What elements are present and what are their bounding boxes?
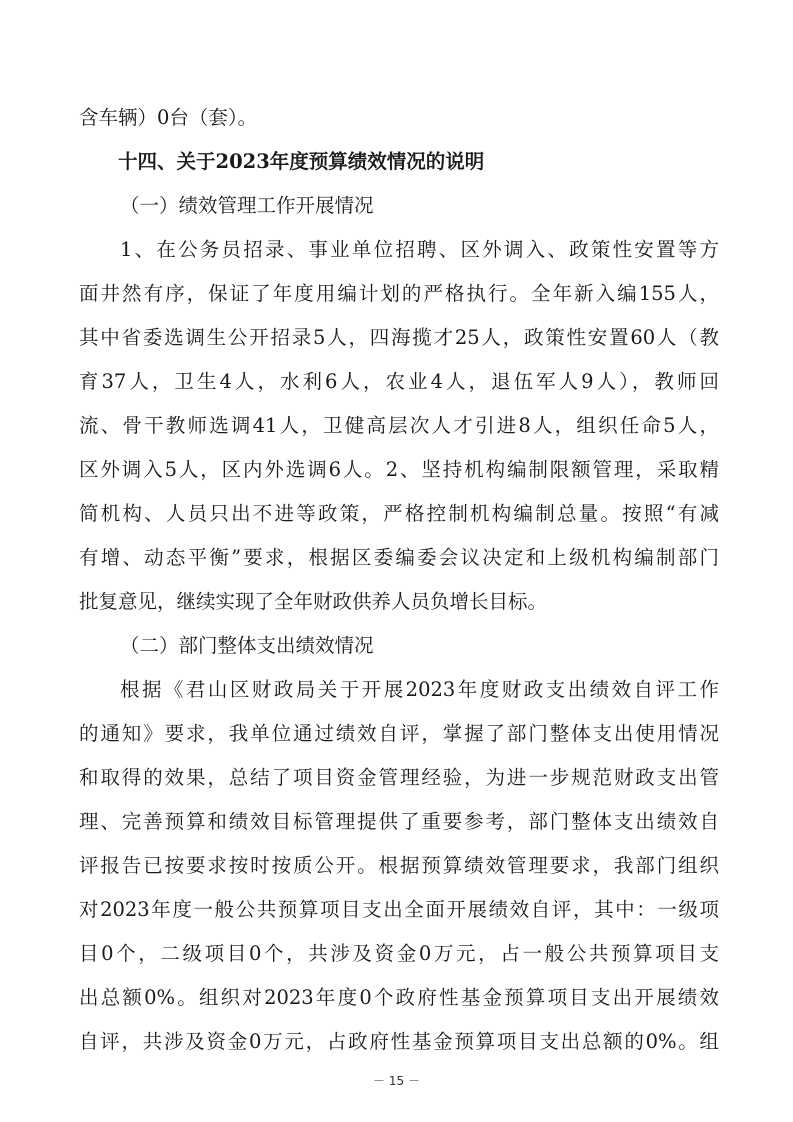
- text-line: 育37人，卫生4人，水利6人，农业4人，退伍军人9人），教师回: [79, 370, 719, 393]
- text-line: 有增、动态平衡”要求，根据区委编委会议决定和上级机构编制部门: [79, 546, 719, 569]
- section-heading: 十四、关于2023年度预算绩效情况的说明: [118, 150, 485, 173]
- text-line: 和取得的效果，总结了项目资金管理经验，为进一步规范财政支出管: [79, 766, 719, 789]
- text-line: 理、完善预算和绩效目标管理提供了重要参考，部门整体支出绩效自: [79, 810, 719, 833]
- text-line: 自评，共涉及资金0万元，占政府性基金预算项目支出总额的0%。组: [79, 1030, 719, 1053]
- text-line: 目0个，二级项目0个，共涉及资金0万元，占一般公共预算项目支: [79, 942, 719, 965]
- text-line: 1、在公务员招录、事业单位招聘、区外调入、政策性安置等方: [120, 238, 719, 261]
- text-line: 批复意见，继续实现了全年财政供养人员负增长目标。: [79, 590, 548, 613]
- text-line: 含车辆）0台（套）。: [79, 106, 258, 129]
- text-line: 出总额0%。组织对2023年度0个政府性基金预算项目支出开展绩效: [79, 986, 719, 1009]
- text-line: 流、骨干教师选调41人，卫健高层次人才引进8人，组织任命5人，: [79, 414, 719, 437]
- subsection-heading: （二）部门整体支出绩效情况: [120, 634, 374, 657]
- text-line: 其中省委选调生公开招录5人，四海揽才25人，政策性安置60人（教: [79, 326, 719, 349]
- text-line: 面井然有序，保证了年度用编计划的严格执行。全年新入编155人，: [79, 282, 719, 305]
- text-line: 评报告已按要求按时按质公开。根据预算绩效管理要求，我部门组织: [79, 854, 719, 877]
- text-line: 区外调入5人，区内外选调6人。2、坚持机构编制限额管理，采取精: [79, 458, 719, 481]
- text-line: 对2023年度一般公共预算项目支出全面开展绩效自评，其中：一级项: [79, 898, 719, 921]
- text-line: 的通知》要求，我单位通过绩效自评，掌握了部门整体支出使用情况: [79, 722, 719, 745]
- text-line: 简机构、人员只出不进等政策，严格控制机构编制总量。按照“有减: [79, 502, 719, 525]
- subsection-heading: （一）绩效管理工作开展情况: [120, 194, 374, 217]
- page-number: － 15 －: [373, 1074, 420, 1088]
- text-line: 根据《君山区财政局关于开展2023年度财政支出绩效自评工作: [120, 678, 719, 701]
